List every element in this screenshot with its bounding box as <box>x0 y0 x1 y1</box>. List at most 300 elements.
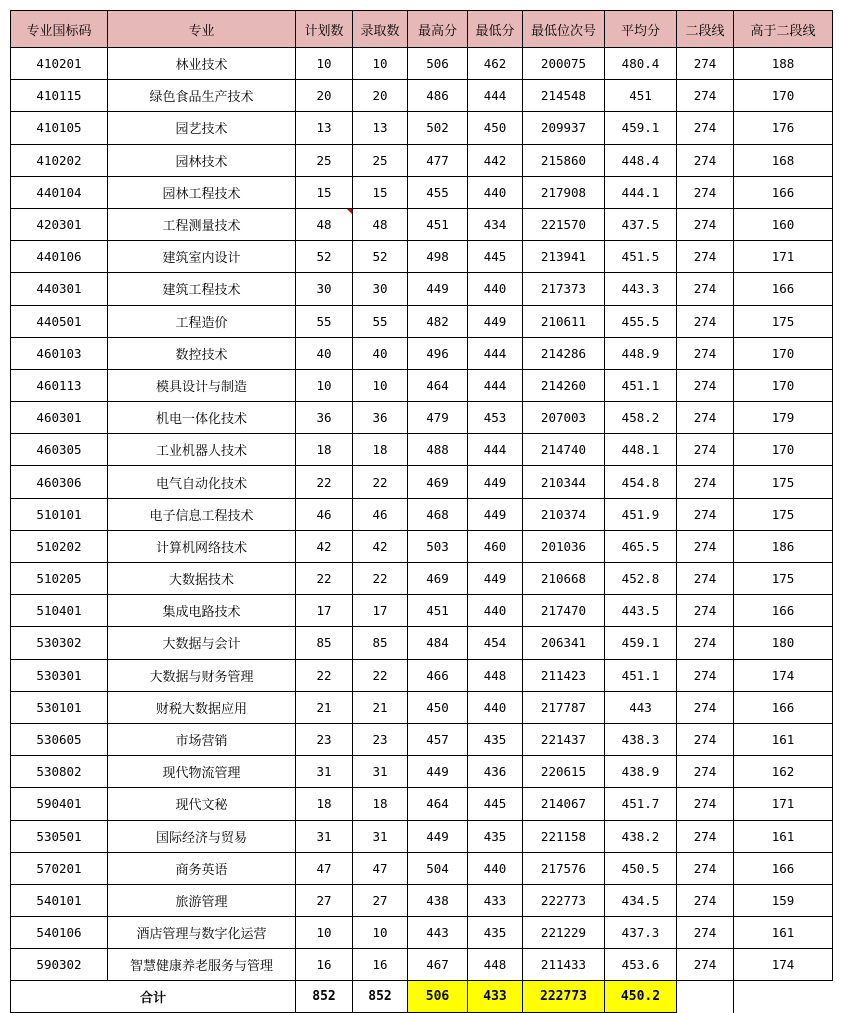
cell-major-name[interactable]: 大数据技术 <box>108 563 296 595</box>
cell-plan-count[interactable]: 10 <box>296 917 353 949</box>
cell-major-code[interactable]: 510101 <box>11 498 108 530</box>
cell-min-score[interactable]: 442 <box>468 144 523 176</box>
cell-min-rank[interactable]: 217373 <box>523 273 605 305</box>
cell-second-tier-line[interactable]: 274 <box>677 949 734 981</box>
cell-above-second-tier[interactable]: 166 <box>734 595 833 627</box>
cell-major-code[interactable]: 460305 <box>11 434 108 466</box>
cell-second-tier-line[interactable]: 274 <box>677 691 734 723</box>
cell-major-code[interactable]: 410202 <box>11 144 108 176</box>
cell-avg-score[interactable]: 451.9 <box>605 498 677 530</box>
cell-avg-score[interactable]: 448.9 <box>605 337 677 369</box>
cell-second-tier-line[interactable]: 274 <box>677 369 734 401</box>
header-min-rank[interactable]: 最低位次号 <box>523 11 605 48</box>
cell-min-score[interactable]: 454 <box>468 627 523 659</box>
cell-major-code[interactable]: 460301 <box>11 402 108 434</box>
cell-above-second-tier[interactable]: 170 <box>734 337 833 369</box>
cell-second-tier-line[interactable]: 274 <box>677 305 734 337</box>
cell-max-score[interactable]: 457 <box>408 723 468 755</box>
cell-second-tier-line[interactable]: 274 <box>677 530 734 562</box>
cell-major-code[interactable]: 410115 <box>11 80 108 112</box>
cell-plan-count[interactable]: 17 <box>296 595 353 627</box>
cell-min-score[interactable]: 462 <box>468 48 523 80</box>
cell-min-rank[interactable]: 213941 <box>523 241 605 273</box>
cell-plan-count[interactable]: 85 <box>296 627 353 659</box>
cell-above-second-tier[interactable]: 161 <box>734 820 833 852</box>
cell-min-rank[interactable]: 215860 <box>523 144 605 176</box>
total-avg-score[interactable]: 450.2 <box>605 981 677 1013</box>
cell-max-score[interactable]: 496 <box>408 337 468 369</box>
cell-min-rank[interactable]: 217787 <box>523 691 605 723</box>
cell-max-score[interactable]: 438 <box>408 884 468 916</box>
cell-max-score[interactable]: 443 <box>408 917 468 949</box>
cell-max-score[interactable]: 469 <box>408 563 468 595</box>
cell-avg-score[interactable]: 443.5 <box>605 595 677 627</box>
cell-avg-score[interactable]: 458.2 <box>605 402 677 434</box>
cell-max-score[interactable]: 484 <box>408 627 468 659</box>
cell-max-score[interactable]: 466 <box>408 659 468 691</box>
cell-plan-count[interactable]: 52 <box>296 241 353 273</box>
cell-major-name[interactable]: 工业机器人技术 <box>108 434 296 466</box>
cell-avg-score[interactable]: 437.5 <box>605 208 677 240</box>
cell-second-tier-line[interactable]: 274 <box>677 273 734 305</box>
cell-min-score[interactable]: 460 <box>468 530 523 562</box>
cell-admitted-count[interactable]: 31 <box>353 756 408 788</box>
cell-min-score[interactable]: 444 <box>468 80 523 112</box>
cell-min-score[interactable]: 440 <box>468 691 523 723</box>
cell-min-score[interactable]: 435 <box>468 820 523 852</box>
cell-max-score[interactable]: 449 <box>408 273 468 305</box>
cell-admitted-count[interactable]: 16 <box>353 949 408 981</box>
cell-major-name[interactable]: 大数据与财务管理 <box>108 659 296 691</box>
cell-above-second-tier[interactable]: 175 <box>734 466 833 498</box>
cell-major-code[interactable]: 510202 <box>11 530 108 562</box>
cell-second-tier-line[interactable]: 274 <box>677 208 734 240</box>
cell-second-tier-line[interactable]: 274 <box>677 723 734 755</box>
cell-plan-count[interactable]: 55 <box>296 305 353 337</box>
cell-avg-score[interactable]: 465.5 <box>605 530 677 562</box>
cell-min-rank[interactable]: 206341 <box>523 627 605 659</box>
cell-major-name[interactable]: 建筑室内设计 <box>108 241 296 273</box>
cell-admitted-count[interactable]: 46 <box>353 498 408 530</box>
cell-major-name[interactable]: 酒店管理与数字化运营 <box>108 917 296 949</box>
cell-major-name[interactable]: 智慧健康养老服务与管理 <box>108 949 296 981</box>
cell-major-name[interactable]: 集成电路技术 <box>108 595 296 627</box>
cell-min-rank[interactable]: 214740 <box>523 434 605 466</box>
empty-cell[interactable] <box>734 981 833 1013</box>
cell-plan-count[interactable]: 22 <box>296 659 353 691</box>
cell-above-second-tier[interactable]: 175 <box>734 498 833 530</box>
cell-plan-count[interactable]: 18 <box>296 434 353 466</box>
cell-admitted-count[interactable]: 55 <box>353 305 408 337</box>
cell-major-code[interactable]: 440301 <box>11 273 108 305</box>
cell-plan-count[interactable]: 10 <box>296 369 353 401</box>
cell-avg-score[interactable]: 452.8 <box>605 563 677 595</box>
cell-major-code[interactable]: 440106 <box>11 241 108 273</box>
cell-min-score[interactable]: 440 <box>468 852 523 884</box>
cell-major-name[interactable]: 工程造价 <box>108 305 296 337</box>
cell-major-code[interactable]: 570201 <box>11 852 108 884</box>
cell-above-second-tier[interactable]: 171 <box>734 788 833 820</box>
cell-major-code[interactable]: 530301 <box>11 659 108 691</box>
header-avg-score[interactable]: 平均分 <box>605 11 677 48</box>
cell-min-rank[interactable]: 211423 <box>523 659 605 691</box>
cell-avg-score[interactable]: 451.7 <box>605 788 677 820</box>
cell-min-score[interactable]: 450 <box>468 112 523 144</box>
cell-min-rank[interactable]: 221570 <box>523 208 605 240</box>
total-label[interactable]: 合计 <box>11 981 296 1013</box>
cell-admitted-count[interactable]: 10 <box>353 48 408 80</box>
cell-min-rank[interactable]: 201036 <box>523 530 605 562</box>
header-second-tier-line[interactable]: 二段线 <box>677 11 734 48</box>
cell-plan-count[interactable]: 25 <box>296 144 353 176</box>
cell-plan-count[interactable]: 47 <box>296 852 353 884</box>
cell-second-tier-line[interactable]: 274 <box>677 498 734 530</box>
cell-major-code[interactable]: 460113 <box>11 369 108 401</box>
cell-min-rank[interactable]: 214067 <box>523 788 605 820</box>
cell-max-score[interactable]: 464 <box>408 788 468 820</box>
cell-major-code[interactable]: 590302 <box>11 949 108 981</box>
cell-above-second-tier[interactable]: 161 <box>734 917 833 949</box>
cell-above-second-tier[interactable]: 179 <box>734 402 833 434</box>
cell-major-name[interactable]: 园艺技术 <box>108 112 296 144</box>
cell-avg-score[interactable]: 451.5 <box>605 241 677 273</box>
cell-above-second-tier[interactable]: 174 <box>734 949 833 981</box>
cell-avg-score[interactable]: 448.4 <box>605 144 677 176</box>
cell-major-code[interactable]: 410105 <box>11 112 108 144</box>
total-admitted-count[interactable]: 852 <box>353 981 408 1013</box>
cell-major-code[interactable]: 540101 <box>11 884 108 916</box>
cell-min-rank[interactable]: 207003 <box>523 402 605 434</box>
cell-min-rank[interactable]: 214548 <box>523 80 605 112</box>
cell-major-code[interactable]: 530501 <box>11 820 108 852</box>
cell-admitted-count[interactable]: 22 <box>353 659 408 691</box>
cell-above-second-tier[interactable]: 166 <box>734 273 833 305</box>
cell-above-second-tier[interactable]: 180 <box>734 627 833 659</box>
cell-max-score[interactable]: 451 <box>408 208 468 240</box>
cell-max-score[interactable]: 469 <box>408 466 468 498</box>
cell-admitted-count[interactable]: 27 <box>353 884 408 916</box>
header-major[interactable]: 专业 <box>108 11 296 48</box>
cell-admitted-count[interactable]: 36 <box>353 402 408 434</box>
cell-max-score[interactable]: 498 <box>408 241 468 273</box>
cell-admitted-count[interactable]: 31 <box>353 820 408 852</box>
cell-min-score[interactable]: 440 <box>468 176 523 208</box>
cell-major-name[interactable]: 机电一体化技术 <box>108 402 296 434</box>
cell-max-score[interactable]: 488 <box>408 434 468 466</box>
cell-max-score[interactable]: 477 <box>408 144 468 176</box>
cell-min-score[interactable]: 444 <box>468 337 523 369</box>
cell-min-rank[interactable]: 211433 <box>523 949 605 981</box>
cell-plan-count[interactable]: 40 <box>296 337 353 369</box>
cell-max-score[interactable]: 479 <box>408 402 468 434</box>
cell-avg-score[interactable]: 438.3 <box>605 723 677 755</box>
cell-plan-count[interactable]: 13 <box>296 112 353 144</box>
cell-admitted-count[interactable]: 25 <box>353 144 408 176</box>
header-major-code[interactable]: 专业国标码 <box>11 11 108 48</box>
cell-major-name[interactable]: 模具设计与制造 <box>108 369 296 401</box>
cell-major-name[interactable]: 旅游管理 <box>108 884 296 916</box>
cell-major-code[interactable]: 530802 <box>11 756 108 788</box>
cell-plan-count[interactable]: 16 <box>296 949 353 981</box>
cell-plan-count[interactable]: 42 <box>296 530 353 562</box>
cell-above-second-tier[interactable]: 175 <box>734 563 833 595</box>
cell-min-score[interactable]: 448 <box>468 659 523 691</box>
cell-admitted-count[interactable]: 52 <box>353 241 408 273</box>
cell-above-second-tier[interactable]: 170 <box>734 434 833 466</box>
cell-major-name[interactable]: 建筑工程技术 <box>108 273 296 305</box>
cell-plan-count[interactable]: 46 <box>296 498 353 530</box>
cell-min-rank[interactable]: 220615 <box>523 756 605 788</box>
cell-min-score[interactable]: 445 <box>468 788 523 820</box>
cell-avg-score[interactable]: 451.1 <box>605 369 677 401</box>
cell-major-code[interactable]: 440104 <box>11 176 108 208</box>
cell-min-rank[interactable]: 217470 <box>523 595 605 627</box>
cell-max-score[interactable]: 486 <box>408 80 468 112</box>
cell-above-second-tier[interactable]: 168 <box>734 144 833 176</box>
cell-second-tier-line[interactable]: 274 <box>677 402 734 434</box>
cell-second-tier-line[interactable]: 274 <box>677 241 734 273</box>
cell-min-score[interactable]: 434 <box>468 208 523 240</box>
cell-admitted-count[interactable]: 30 <box>353 273 408 305</box>
cell-above-second-tier[interactable]: 170 <box>734 80 833 112</box>
cell-admitted-count[interactable]: 17 <box>353 595 408 627</box>
cell-major-name[interactable]: 市场营销 <box>108 723 296 755</box>
header-max-score[interactable]: 最高分 <box>408 11 468 48</box>
cell-major-name[interactable]: 计算机网络技术 <box>108 530 296 562</box>
cell-major-name[interactable]: 数控技术 <box>108 337 296 369</box>
cell-max-score[interactable]: 504 <box>408 852 468 884</box>
cell-plan-count[interactable]: 36 <box>296 402 353 434</box>
cell-major-code[interactable]: 460103 <box>11 337 108 369</box>
cell-min-score[interactable]: 440 <box>468 273 523 305</box>
cell-min-score[interactable]: 444 <box>468 369 523 401</box>
cell-admitted-count[interactable]: 10 <box>353 917 408 949</box>
cell-above-second-tier[interactable]: 171 <box>734 241 833 273</box>
cell-max-score[interactable]: 449 <box>408 820 468 852</box>
cell-major-code[interactable]: 410201 <box>11 48 108 80</box>
cell-max-score[interactable]: 455 <box>408 176 468 208</box>
cell-max-score[interactable]: 449 <box>408 756 468 788</box>
cell-admitted-count[interactable]: 22 <box>353 466 408 498</box>
cell-min-rank[interactable]: 214260 <box>523 369 605 401</box>
cell-major-name[interactable]: 现代文秘 <box>108 788 296 820</box>
cell-major-code[interactable]: 530302 <box>11 627 108 659</box>
cell-max-score[interactable]: 506 <box>408 48 468 80</box>
header-plan-count[interactable]: 计划数 <box>296 11 353 48</box>
cell-admitted-count[interactable]: 20 <box>353 80 408 112</box>
cell-max-score[interactable]: 502 <box>408 112 468 144</box>
cell-second-tier-line[interactable]: 274 <box>677 852 734 884</box>
cell-min-score[interactable]: 445 <box>468 241 523 273</box>
cell-min-rank[interactable]: 222773 <box>523 884 605 916</box>
cell-major-code[interactable]: 590401 <box>11 788 108 820</box>
cell-min-score[interactable]: 449 <box>468 466 523 498</box>
cell-plan-count[interactable]: 10 <box>296 48 353 80</box>
cell-plan-count[interactable]: 31 <box>296 820 353 852</box>
cell-max-score[interactable]: 467 <box>408 949 468 981</box>
cell-min-rank[interactable]: 210668 <box>523 563 605 595</box>
cell-above-second-tier[interactable]: 166 <box>734 176 833 208</box>
cell-avg-score[interactable]: 448.1 <box>605 434 677 466</box>
total-min-score[interactable]: 433 <box>468 981 523 1013</box>
cell-min-score[interactable]: 436 <box>468 756 523 788</box>
cell-major-code[interactable]: 530605 <box>11 723 108 755</box>
cell-admitted-count[interactable]: 15 <box>353 176 408 208</box>
cell-avg-score[interactable]: 454.8 <box>605 466 677 498</box>
cell-major-name[interactable]: 商务英语 <box>108 852 296 884</box>
cell-min-rank[interactable]: 200075 <box>523 48 605 80</box>
cell-max-score[interactable]: 503 <box>408 530 468 562</box>
cell-plan-count[interactable]: 27 <box>296 884 353 916</box>
cell-above-second-tier[interactable]: 159 <box>734 884 833 916</box>
cell-second-tier-line[interactable]: 274 <box>677 627 734 659</box>
cell-min-score[interactable]: 444 <box>468 434 523 466</box>
cell-second-tier-line[interactable]: 274 <box>677 563 734 595</box>
total-plan-count[interactable]: 852 <box>296 981 353 1013</box>
cell-above-second-tier[interactable]: 160 <box>734 208 833 240</box>
cell-admitted-count[interactable]: 10 <box>353 369 408 401</box>
cell-above-second-tier[interactable]: 176 <box>734 112 833 144</box>
cell-min-score[interactable]: 449 <box>468 305 523 337</box>
cell-avg-score[interactable]: 450.5 <box>605 852 677 884</box>
cell-plan-count[interactable]: 22 <box>296 466 353 498</box>
cell-major-name[interactable]: 园林工程技术 <box>108 176 296 208</box>
header-above-second-tier[interactable]: 高于二段线 <box>734 11 833 48</box>
cell-avg-score[interactable]: 438.9 <box>605 756 677 788</box>
cell-min-score[interactable]: 453 <box>468 402 523 434</box>
cell-avg-score[interactable]: 459.1 <box>605 627 677 659</box>
cell-admitted-count[interactable]: 42 <box>353 530 408 562</box>
cell-second-tier-line[interactable]: 274 <box>677 756 734 788</box>
cell-avg-score[interactable]: 443.3 <box>605 273 677 305</box>
cell-above-second-tier[interactable]: 161 <box>734 723 833 755</box>
total-max-score[interactable]: 506 <box>408 981 468 1013</box>
cell-major-name[interactable]: 财税大数据应用 <box>108 691 296 723</box>
cell-max-score[interactable]: 451 <box>408 595 468 627</box>
cell-plan-count[interactable]: 18 <box>296 788 353 820</box>
cell-major-code[interactable]: 440501 <box>11 305 108 337</box>
cell-above-second-tier[interactable]: 174 <box>734 659 833 691</box>
cell-above-second-tier[interactable]: 162 <box>734 756 833 788</box>
cell-min-rank[interactable]: 210344 <box>523 466 605 498</box>
cell-avg-score[interactable]: 455.5 <box>605 305 677 337</box>
cell-second-tier-line[interactable]: 274 <box>677 820 734 852</box>
cell-major-name[interactable]: 现代物流管理 <box>108 756 296 788</box>
cell-avg-score[interactable]: 438.2 <box>605 820 677 852</box>
cell-above-second-tier[interactable]: 166 <box>734 852 833 884</box>
cell-min-score[interactable]: 435 <box>468 723 523 755</box>
cell-second-tier-line[interactable]: 274 <box>677 884 734 916</box>
cell-second-tier-line[interactable]: 274 <box>677 917 734 949</box>
cell-avg-score[interactable]: 453.6 <box>605 949 677 981</box>
cell-major-code[interactable]: 510205 <box>11 563 108 595</box>
cell-avg-score[interactable]: 451 <box>605 80 677 112</box>
cell-admitted-count[interactable]: 48 <box>353 208 408 240</box>
cell-min-score[interactable]: 440 <box>468 595 523 627</box>
cell-avg-score[interactable]: 443 <box>605 691 677 723</box>
cell-major-name[interactable]: 大数据与会计 <box>108 627 296 659</box>
cell-major-name[interactable]: 电气自动化技术 <box>108 466 296 498</box>
cell-major-code[interactable]: 530101 <box>11 691 108 723</box>
cell-major-code[interactable]: 460306 <box>11 466 108 498</box>
cell-above-second-tier[interactable]: 166 <box>734 691 833 723</box>
cell-min-rank[interactable]: 210611 <box>523 305 605 337</box>
cell-second-tier-line[interactable]: 274 <box>677 595 734 627</box>
cell-min-rank[interactable]: 217908 <box>523 176 605 208</box>
cell-min-rank[interactable]: 214286 <box>523 337 605 369</box>
cell-major-name[interactable]: 电子信息工程技术 <box>108 498 296 530</box>
cell-above-second-tier[interactable]: 170 <box>734 369 833 401</box>
cell-major-name[interactable]: 工程测量技术 <box>108 208 296 240</box>
cell-plan-count[interactable]: 30 <box>296 273 353 305</box>
cell-avg-score[interactable]: 480.4 <box>605 48 677 80</box>
cell-major-code[interactable]: 420301 <box>11 208 108 240</box>
cell-admitted-count[interactable]: 21 <box>353 691 408 723</box>
empty-cell[interactable] <box>677 981 734 1013</box>
cell-admitted-count[interactable]: 13 <box>353 112 408 144</box>
cell-above-second-tier[interactable]: 175 <box>734 305 833 337</box>
cell-plan-count[interactable]: 48 <box>296 208 353 240</box>
header-admitted-count[interactable]: 录取数 <box>353 11 408 48</box>
cell-second-tier-line[interactable]: 274 <box>677 48 734 80</box>
cell-admitted-count[interactable]: 22 <box>353 563 408 595</box>
cell-plan-count[interactable]: 31 <box>296 756 353 788</box>
cell-major-name[interactable]: 绿色食品生产技术 <box>108 80 296 112</box>
cell-min-score[interactable]: 435 <box>468 917 523 949</box>
cell-major-code[interactable]: 510401 <box>11 595 108 627</box>
cell-plan-count[interactable]: 21 <box>296 691 353 723</box>
cell-above-second-tier[interactable]: 186 <box>734 530 833 562</box>
cell-admitted-count[interactable]: 47 <box>353 852 408 884</box>
cell-max-score[interactable]: 450 <box>408 691 468 723</box>
cell-admitted-count[interactable]: 18 <box>353 434 408 466</box>
cell-avg-score[interactable]: 451.1 <box>605 659 677 691</box>
cell-min-score[interactable]: 449 <box>468 498 523 530</box>
cell-plan-count[interactable]: 22 <box>296 563 353 595</box>
cell-major-name[interactable]: 园林技术 <box>108 144 296 176</box>
cell-plan-count[interactable]: 23 <box>296 723 353 755</box>
cell-admitted-count[interactable]: 18 <box>353 788 408 820</box>
header-min-score[interactable]: 最低分 <box>468 11 523 48</box>
cell-min-score[interactable]: 448 <box>468 949 523 981</box>
cell-avg-score[interactable]: 434.5 <box>605 884 677 916</box>
cell-min-rank[interactable]: 210374 <box>523 498 605 530</box>
cell-major-code[interactable]: 540106 <box>11 917 108 949</box>
cell-max-score[interactable]: 482 <box>408 305 468 337</box>
cell-min-rank[interactable]: 221158 <box>523 820 605 852</box>
cell-second-tier-line[interactable]: 274 <box>677 112 734 144</box>
cell-second-tier-line[interactable]: 274 <box>677 80 734 112</box>
cell-min-rank[interactable]: 221437 <box>523 723 605 755</box>
cell-max-score[interactable]: 468 <box>408 498 468 530</box>
cell-second-tier-line[interactable]: 274 <box>677 788 734 820</box>
cell-second-tier-line[interactable]: 274 <box>677 337 734 369</box>
cell-avg-score[interactable]: 444.1 <box>605 176 677 208</box>
cell-major-name[interactable]: 国际经济与贸易 <box>108 820 296 852</box>
total-min-rank[interactable]: 222773 <box>523 981 605 1013</box>
cell-min-rank[interactable]: 209937 <box>523 112 605 144</box>
cell-admitted-count[interactable]: 23 <box>353 723 408 755</box>
cell-above-second-tier[interactable]: 188 <box>734 48 833 80</box>
cell-second-tier-line[interactable]: 274 <box>677 659 734 691</box>
cell-min-rank[interactable]: 217576 <box>523 852 605 884</box>
cell-second-tier-line[interactable]: 274 <box>677 144 734 176</box>
cell-min-score[interactable]: 433 <box>468 884 523 916</box>
cell-min-rank[interactable]: 221229 <box>523 917 605 949</box>
cell-avg-score[interactable]: 459.1 <box>605 112 677 144</box>
cell-major-name[interactable]: 林业技术 <box>108 48 296 80</box>
cell-max-score[interactable]: 464 <box>408 369 468 401</box>
